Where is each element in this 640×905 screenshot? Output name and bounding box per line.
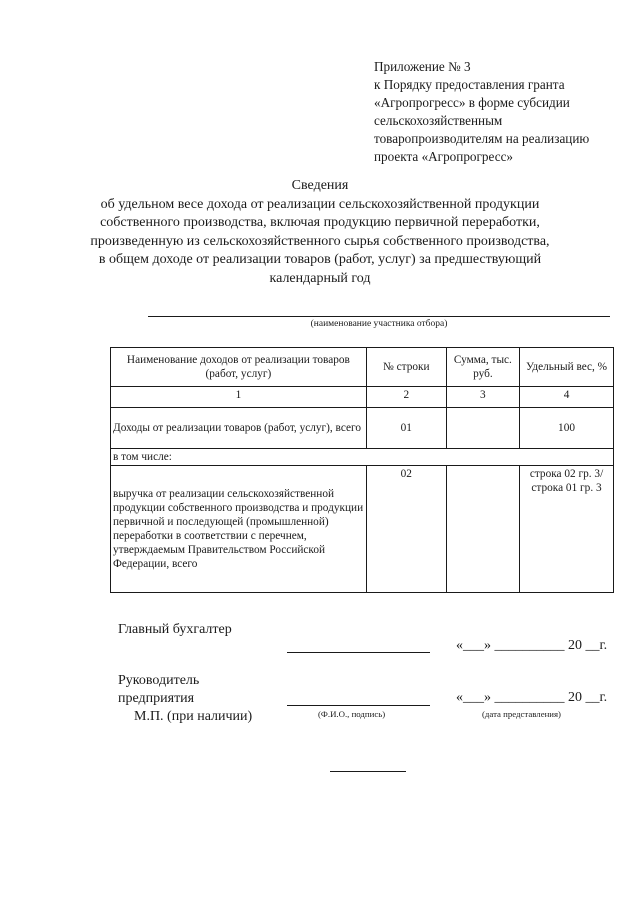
row-name: Доходы от реализации товаров (работ, услуг), всего (111, 408, 367, 449)
table-row (111, 466, 614, 593)
header-line-number: № строки (366, 348, 446, 387)
table-row (111, 449, 614, 466)
chief-accountant-signature-line[interactable] (287, 652, 430, 653)
row-sum-cell[interactable] (446, 408, 519, 449)
title-line: собственного производства, включая продукцию первичной переработки, (100, 215, 540, 231)
appendix-line: товаропроизводителям на реализацию (374, 131, 590, 146)
row-share: 100 (520, 408, 614, 449)
participant-name-line[interactable] (148, 316, 610, 317)
title-heading: Сведения (291, 178, 349, 193)
appendix-line: к Порядку предоставления гранта (374, 77, 565, 92)
date-caption: (дата представления) (482, 709, 561, 719)
fio-caption: (Ф.И.О., подпись) (318, 709, 386, 719)
head-label-line1: Руководитель (118, 673, 200, 688)
header-share: Удельный вес, % (520, 348, 614, 387)
row-sum-cell[interactable] (446, 466, 519, 593)
head-date[interactable]: «___» __________ 20 __г. (456, 690, 608, 705)
footer-separator (330, 771, 406, 772)
chief-accountant-label: Главный бухгалтер (118, 622, 232, 637)
row-name: выручка от реализации сельскохозяйственной продукции собственного производства и продукции первичной и последующей (промышленной) переработки в соответствии с перечнем, утверждаемым Правительством Российской Федерации, всего (111, 466, 367, 593)
row-including: в том числе: (111, 449, 614, 466)
title-line: календарный год (269, 270, 371, 286)
table-row (111, 408, 614, 449)
row-line-number: 02 (366, 466, 446, 593)
column-number: 1 (111, 387, 367, 408)
column-number: 4 (520, 387, 614, 408)
header-income-name: Наименование доходов от реализации товаров (работ, услуг) (111, 348, 367, 387)
chief-accountant-date[interactable]: «___» __________ 20 __г. (456, 638, 608, 653)
appendix-header (374, 58, 636, 166)
column-number: 3 (446, 387, 519, 408)
appendix-line: сельскохозяйственным (374, 113, 503, 128)
row-share: строка 02 гр. 3/ строка 01 гр. 3 (520, 466, 614, 593)
table-column-numbers (111, 387, 614, 408)
appendix-line: Приложение № 3 (374, 59, 471, 74)
stamp-label: М.П. (при наличии) (134, 709, 253, 724)
table-header-row (111, 348, 614, 387)
head-label-line2: предприятия (118, 691, 195, 706)
document-title (90, 177, 550, 289)
income-table (110, 347, 614, 593)
appendix-line: проекта «Агропрогресс» (374, 149, 514, 164)
title-line: в общем доходе от реализации товаров (работ, услуг) за предшествующий (98, 252, 542, 268)
head-signature-line[interactable] (287, 705, 430, 706)
header-sum: Сумма, тыс. руб. (446, 348, 519, 387)
appendix-line: «Агропрогресс» в форме субсидии (374, 95, 570, 110)
title-line: об удельном весе дохода от реализации сельскохозяйственной продукции (100, 196, 540, 212)
title-line: произведенную из сельскохозяйственного сырья собственного производства, (90, 233, 550, 249)
participant-caption: (наименование участника отбора) (310, 319, 448, 329)
row-line-number: 01 (366, 408, 446, 449)
column-number: 2 (366, 387, 446, 408)
